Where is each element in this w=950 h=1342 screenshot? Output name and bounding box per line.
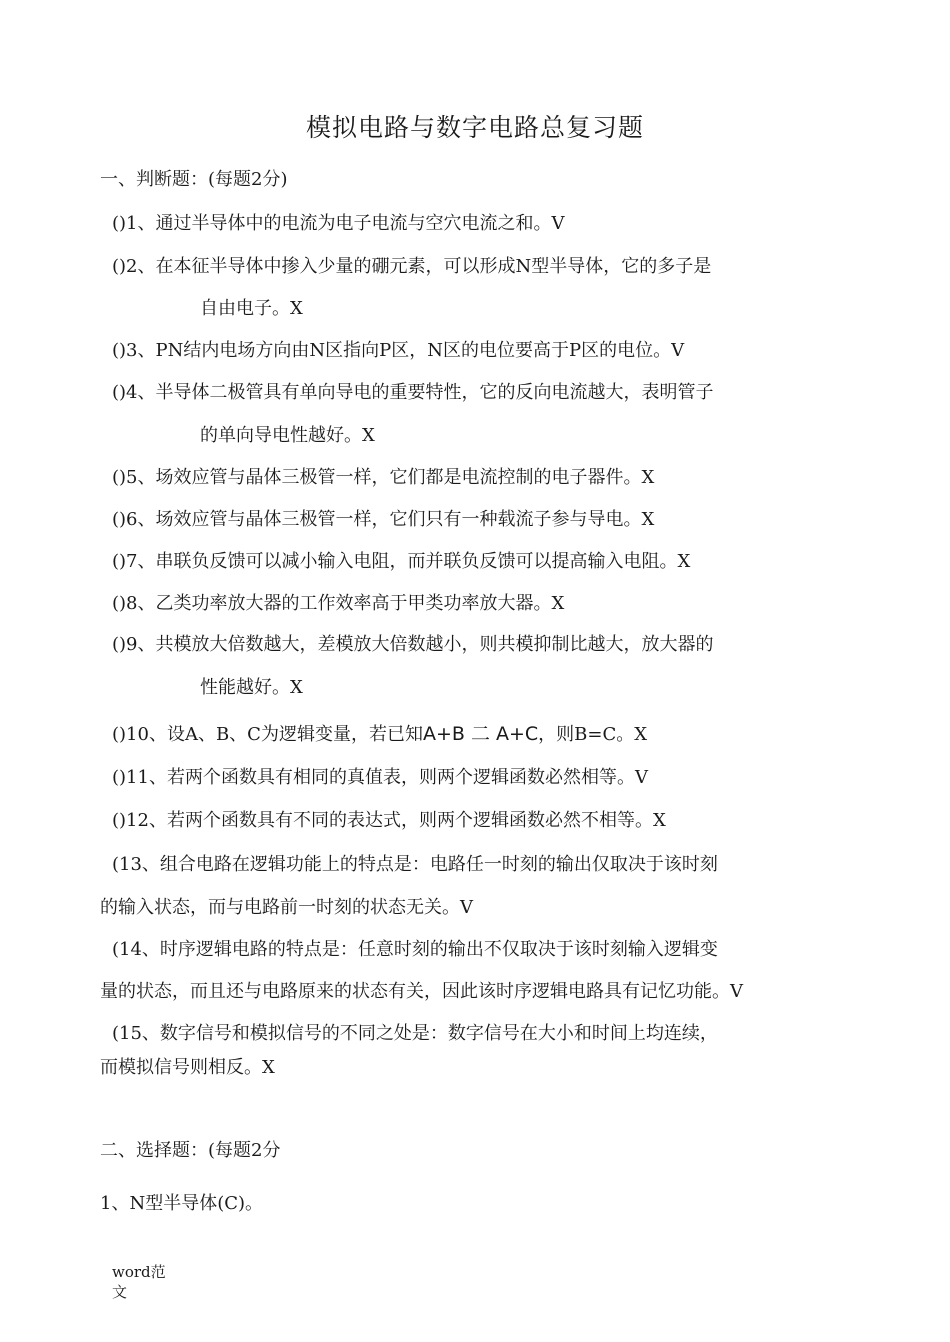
question-15-cont: 而模拟信号则相反。X (100, 1057, 275, 1078)
question-15: (15、数字信号和模拟信号的不同之处是：数字信号在大小和时间上均连续， (112, 1023, 718, 1044)
question-2: ()2、在本征半导体中掺入少量的硼元素，可以形成N型半导体，它的多子是 (112, 256, 712, 277)
question-12: ()12、若两个函数具有不同的表达式，则两个逻辑函数必然不相等。X (112, 810, 666, 831)
question-1: ()1、通过半导体中的电流为电子电流与空穴电流之和。V (112, 213, 565, 234)
page-title: 模拟电路与数字电路总复习题 (305, 113, 644, 142)
question-9: ()9、共模放大倍数越大，差模放大倍数越小，则共模抑制比越大，放大器的 (112, 634, 714, 655)
question-5: ()5、场效应管与晶体三极管一样，它们都是电流控制的电子器件。X (112, 467, 655, 488)
question-13: (13、组合电路在逻辑功能上的特点是：电路任一时刻的输出仅取决于该时刻 (112, 854, 718, 875)
question-4-cont: 的单向导电性越好。X (200, 425, 375, 446)
question-8: ()8、乙类功率放大器的工作效率高于甲类功率放大器。X (112, 593, 565, 614)
section2-heading: 二、选择题：(每题2分 (100, 1140, 281, 1161)
footer-line-1: word范 (112, 1263, 166, 1281)
question-2-cont: 自由电子。X (200, 298, 303, 319)
question-13-cont: 的输入状态，而与电路前一时刻的状态无关。V (100, 897, 473, 918)
question-14-cont: 量的状态，而且还与电路原来的状态有关，因此该时序逻辑电路具有记忆功能。V (100, 981, 743, 1002)
question-10 (112, 722, 647, 747)
question-6: ()6、场效应管与晶体三极管一样，它们只有一种载流子参与导电。X (112, 509, 655, 530)
section1-heading: 一、判断题：(每题2分) (100, 169, 288, 190)
footer-watermark (112, 1262, 166, 1302)
question-10-equation: A+B 二 A+C (422, 723, 539, 745)
question-3: ()3、PN结内电场方向由N区指向P区，N区的电位要高于P区的电位。V (112, 340, 685, 361)
footer-line-2: 文 (112, 1283, 128, 1301)
question-9-cont: 性能越好。X (200, 677, 303, 698)
section2-question-1: 1、N型半导体(C)。 (100, 1193, 264, 1214)
question-4: ()4、半导体二极管具有单向导电的重要特性，它的反向电流越大，表明管子 (112, 382, 714, 403)
question-7: ()7、串联负反馈可以减小输入电阻，而并联负反馈可以提高输入电阻。X (112, 551, 691, 572)
question-11: ()11、若两个函数具有相同的真值表，则两个逻辑函数必然相等。V (112, 767, 648, 788)
question-10-prefix: ()10、设A、B、C为逻辑变量，若已知 (112, 724, 423, 745)
question-14: (14、时序逻辑电路的特点是：任意时刻的输出不仅取决于该时刻输入逻辑变 (112, 939, 718, 960)
question-10-suffix: ，则B=C。X (538, 724, 648, 745)
